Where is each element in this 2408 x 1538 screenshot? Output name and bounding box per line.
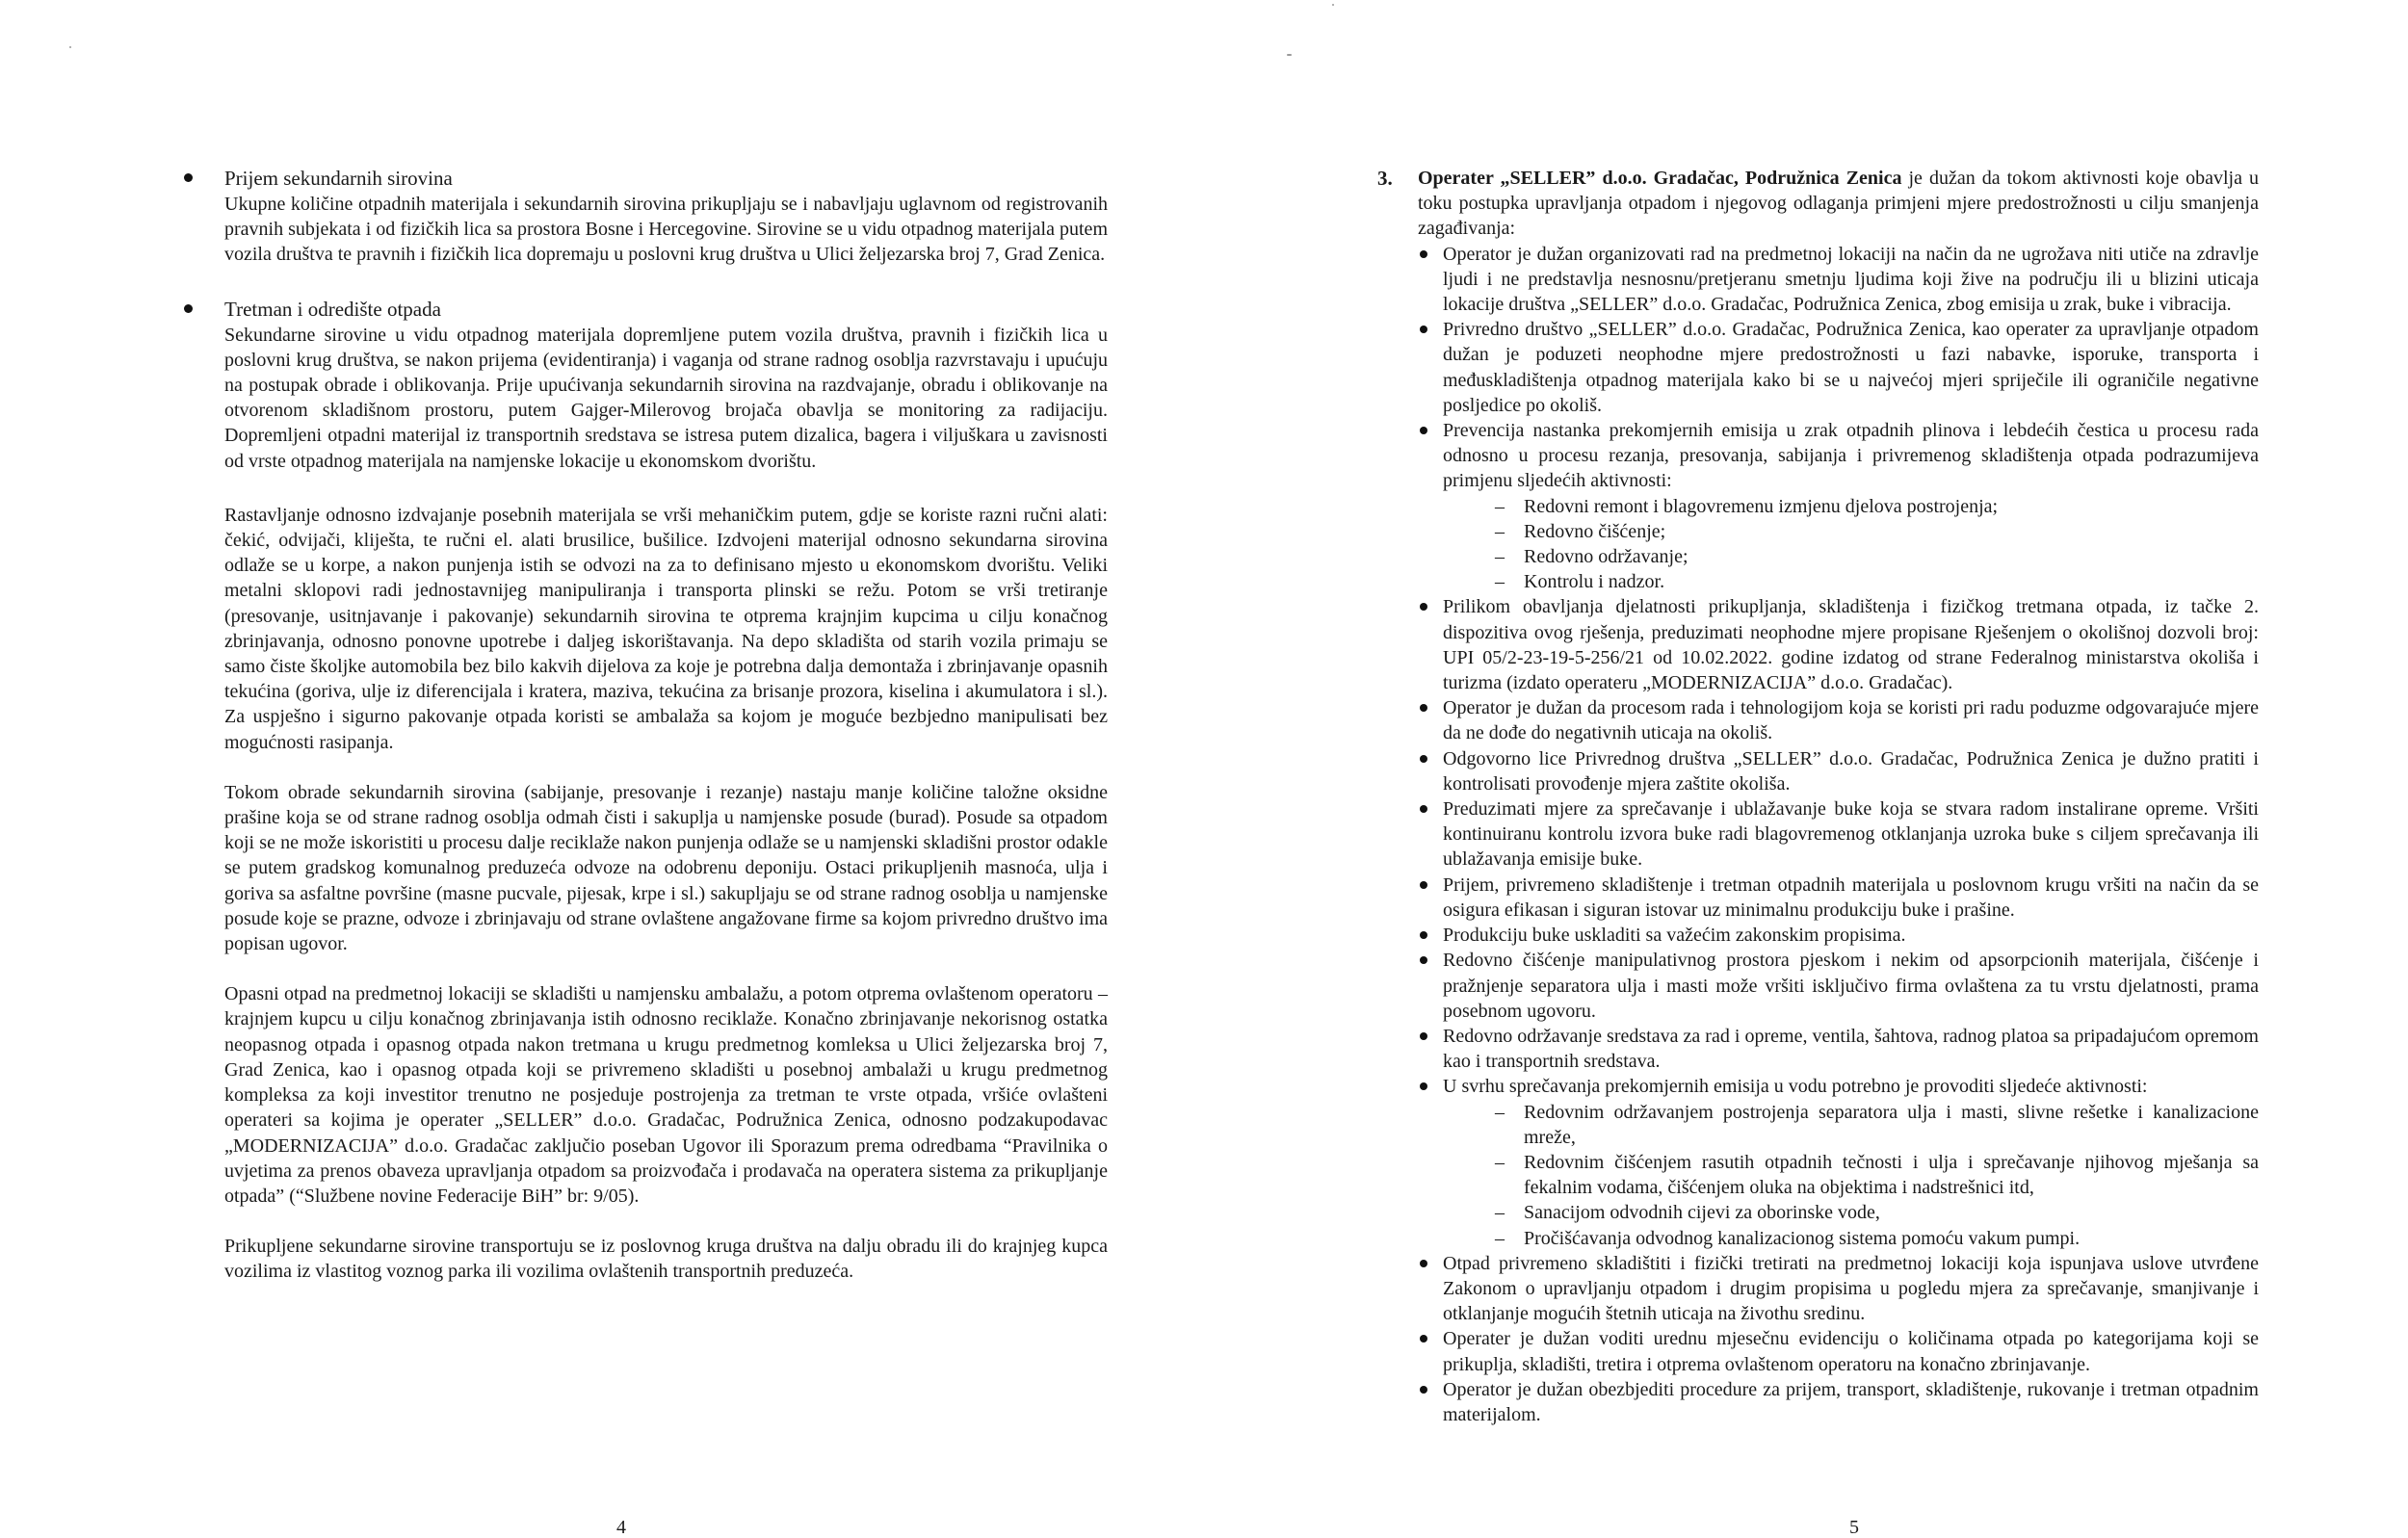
bullet-dot-icon [184,304,193,313]
sub-list-item-text: Kontrolu i nadzor. [1524,571,1665,593]
sub-list-item [1495,1150,2259,1200]
bullet-dot-icon [1420,326,1427,333]
dash-icon: – [1495,571,1505,593]
right-page-content [1377,166,2259,1427]
list-item [1418,948,2259,1024]
list-item [1418,1251,2259,1327]
dash-icon: – [1495,1101,1505,1123]
section-prijem [183,166,1108,268]
bullet-dot-icon [1420,704,1427,712]
sub-list-item-text: Redovni remont i blagovremenu izmjenu djelova postrojenja; [1524,495,1999,517]
sub-list-item-text: Redovno čišćenje; [1524,520,1666,542]
list-item [1418,594,2259,695]
sub-list-item-text: Pročišćavanja odvodnog kanalizacionog sistema pomoću vakum pumpi. [1524,1227,2081,1249]
heading-text [1418,166,2259,242]
list-item-text: U svrhu sprečavanja prekomjernih emisija u vodu potrebno je provoditi sljedeće aktivnosti: [1443,1076,2148,1098]
bullet-dot-icon [1420,1032,1427,1040]
dash-icon: – [1495,520,1505,542]
sub-list-item-text: Sanacijom odvodnih cijevi za oborinske vode, [1524,1202,1880,1224]
list-item [1418,317,2259,418]
list-item-text: Prilikom obavljanja djelatnosti prikupljanja, skladištenja i fizičkog tretmana otpada, iz tačke 2. dispozitiva ovog rješenja, preduzimati neophodne mjere propisane Rješenjem o okolišnoj dozvoli broj: UPI 05/2-23-19-5-256/21 od 10.02.2022. godine izdatog od strane Federalnog ministarstva okoliša i turizma (izdato operateru „MODERNIZACIJA” d.o.o. Gradačac). [1443,596,2259,694]
section-title: Tretman i odredište otpada [224,297,441,321]
sub-list-item [1495,544,2259,569]
scan-speck [69,46,71,48]
bullet-dot-icon [1420,1386,1427,1394]
sub-list-item [1495,1100,2259,1150]
bullet-dot-icon [1420,931,1427,939]
left-page-content [183,166,1108,1310]
list-item-text: Odgovorno lice Privrednog društva „SELLER” d.o.o. Gradačac, Podružnica Zenica je dužno pratiti i kontrolisati provođenje mjera zaštite okoliša. [1443,747,2259,795]
sub-list-item-text: Redovno održavanje; [1524,546,1688,568]
scan-speck [1287,54,1292,56]
list-item [1418,1024,2259,1074]
paragraph-opasni-otpad: Opasni otpad na predmetnoj lokaciji se skladišti u namjensku ambalažu, a potom otprema ovlaštenom operatoru – krajnjem kupcu u cilju konačnog zbrinjavanja istih odnosno reciklaže. Konačno zbrinjavanje nekorisnog ostatka neopasnog otpada i opasnog otpada nakon tretmana u krugu predmetnog komleksa u Ulici željezarska broj 7, Grad Zenica, kao i opasnog otpada koji se privremeno skladišti u posebnoj ambalaži u krugu predmetnog kompleksa za koji investitor trenutno ne posjeduje postrojenja za tretman te vrste otpada, vršiće ovlašteni operateri sa kojima je operater „SELLER” d.o.o. Gradačac, Podružnica Zenica, odnosno podzakupodavac „MODERNIZACIJA” d.o.o. Gradačac zaključio poseban Ugovor ili Sporazum prema odredbama “Pravilnika o uvjetima za prenos obaveza upravljanja otpadom sa proizvođača i prodavača na operatera sistema za prikupljanje otpada” (“Službene novine Federacije BiH” br: 9/05). [224,983,1108,1207]
bullet-dot-icon [1420,427,1427,434]
bullet-dot-icon [1420,1335,1427,1342]
heading-bold: Operater „SELLER” d.o.o. Gradačac, Podružnica Zenica [1418,168,1902,189]
list-item-text: Operator je dužan da procesom rada i tehnologijom koja se koristi pri radu poduzme odgovarajuće mjere da ne dođe do negativnih uticaja na okoliš. [1443,697,2259,744]
right-page [1204,0,2408,1538]
list-item [1418,1074,2259,1250]
list-item-text: Operator je dužan organizovati rad na predmetnoj lokaciji na način da ne ugrožava niti utiče na zdravlje ljudi i ne predstavlja nesnosnu/pretjeranu smetnju ljudima koji žive na području ili u blizini uticaja lokacije društva „SELLER” d.o.o. Gradačac, Podružnica Zenica, zbog emisija u zrak, buke i vibracija. [1443,243,2259,316]
sub-list-item-text: Redovnim održavanjem postrojenja separatora ulja i masti, slivne rešetke i kanalizacione mreže, [1524,1101,2259,1148]
paragraph-rastavljanje: Rastavljanje odnosno izdvajanje posebnih materijala se vrši mehaničkim putem, gdje se koriste razni ručni alati: čekić, odvijači, kliješta, te ručni el. alati brusilice, bušilice. Izdvojeni materijal odnosno sekundarna sirovina odlaže se u korpe, a nakon punjenja istih se odvozi na za to definisano mjesto u ekonomskom dvorištu. Veliki metalni sklopovi radi jednostavnijeg manipuliranja i transporta plinski se režu. Potom se vrši tretiranje (presovanje, usitnjavanje i pakovanje) sekundarnih sirovina te otprema krajnjim kupcima u cilju konačnog zbrinjavanja, odnosno ponovne upotrebe i daljeg iskorištavanja. Na depo skladišta od starih vozila primaju se samo čiste školjke automobila bez bilo kakvih dijelova za koje je potrebna dalja demontaža i zbrinjavanje opasnih tekućina (goriva, ulje iz diferencijala i kratera, maziva, tekućina za brisanje prozora, kiselina i akumulatora i sl.). Za uspješno i sigurno pakovanje otpada koristi se ambalaža sa kojom je moguće bezbjedno manipulisati bez mogućnosti rasipanja. [224,504,1108,753]
section-title: Prijem sekundarnih sirovina [224,167,453,190]
bullet-dot-icon [1420,881,1427,889]
list-item [1418,1326,2259,1376]
sub-list-item [1495,569,2259,594]
list-item [1418,873,2259,923]
list-item [1418,242,2259,318]
dash-icon: – [1495,495,1505,517]
bullet-dot-icon [1420,250,1427,258]
list-item-text: Operater je dužan voditi urednu mjesečnu evidenciju o količinama otpada po kategorijama koji se prikuplja, skladišti, tretira i otprema ovlaštenom operatoru na konačno zbrinjavanje. [1443,1328,2259,1375]
sub-list [1443,494,2259,595]
list-item [1418,1377,2259,1427]
bullet-dot-icon [1420,755,1427,763]
page-number: 4 [616,1517,626,1538]
section-text: Ukupne količine otpadnih materijala i sekundarnih sirovina prikupljaju se i nabavljaju uglavnom od registrovanih pravnih subjekata i od fizičkih lica sa prostora Bosne i Hercegovine. Sirovine se u vidu otpadnog materijala putem vozila društva te pravnih i fizičkih lica dopremaju u poslovni krug društva u Ulici željezarska broj 7, Grad Zenica. [224,194,1108,266]
sub-list-item-text: Redovnim čišćenjem rasutih otpadnih tečnosti i ulja i sprečavanje njihovog mješanja sa fekalnim vodama, čišćenjem oluka na objektima i nadstrešnici itd, [1524,1151,2259,1199]
sub-list-item [1495,494,2259,519]
list-item-text: Redovno održavanje sredstava za rad i opreme, ventila, šahtova, radnog platoa sa pripadajućom opremom kao i transportnih sredstava. [1443,1025,2259,1073]
list-item [1418,923,2259,948]
bullet-dot-icon [184,173,193,182]
list-item-text: Privredno društvo „SELLER” d.o.o. Gradačac, Podružnica Zenica, kao operater za upravljanje otpadom dužan je poduzeti neophodne mjere predostrožnosti u fazi nabavke, isporuke, transporta i međuskladištenja otpadnog materijala kako bi se u najvećoj mjeri spriječile ili ograničile negativne posljedice po okoliš. [1443,319,2259,416]
section-heading [1377,166,2259,242]
paragraph-prikupljene: Prikupljene sekundarne sirovine transportuju se iz poslovnog kruga društva na dalju obradu ili do krajnjeg kupca vozilima iz vlastitog voznog parka ili vozilima ovlaštenih transportnih preduzeća. [224,1236,1108,1283]
section-tretman [183,297,1108,474]
dash-icon: – [1495,1202,1505,1224]
sub-list [1443,1100,2259,1251]
section-number: 3. [1377,167,1393,190]
list-item-text: Operator je dužan obezbjediti procedure za prijem, transport, skladištenje, rukovanje i tretman otpadnim materijalom. [1443,1378,2259,1425]
list-item [1418,418,2259,594]
measures-list [1377,242,2259,1428]
list-item [1418,796,2259,873]
paragraph-tokom-obrade: Tokom obrade sekundarnih sirovina (sabijanje, presovanje i rezanje) nastaju manje količine taložne oksidne prašine koja se od strane radnog osoblja odmah čisti i sakuplja u namjenske posude (burad). Posude sa otpadom koji se ne može iskoristiti u procesu dalje reciklaže nakon punjenja odlaže se u namjenski skladišni prostor odakle se putem gradskog komunalnog preduzeća odvoze na odobrenu deponiju. Ostaci prikupljenih masnoća, ulja i goriva sa asfaltne površine (masne pucvale, pijesak, krpe i sl.) sakupljaju se od strane radnog osoblja u namjenske posude koje se prazne, odvoze i zbrinjavaju od strane ovlaštene angažovane firme sa kojom privredno društvo ima popisan ugovor. [224,781,1108,955]
list-item-text: Produkciju buke uskladiti sa važećim zakonskim propisima. [1443,925,1906,947]
bullet-dot-icon [1420,1260,1427,1267]
bullet-dot-icon [1420,956,1427,964]
list-item-text: Prijem, privremeno skladištenje i tretman otpadnih materijala u poslovnom krugu vršiti na način da se osigura efikasan i siguran istovar uz minimalnu produkciju buke i prašine. [1443,873,2259,921]
sub-list-item [1495,1226,2259,1251]
list-item-text: Redovno čišćenje manipulativnog prostora pjeskom i nekim od apsorpcionih materijala, čišćenje i pražnjenje separatora ulja i masti može vršiti isključivo firma ovlaštena za tu vrstu djelatnosti, prama posebnom ugovoru. [1443,950,2259,1022]
bullet-dot-icon [1420,1082,1427,1090]
sub-list-item [1495,519,2259,544]
heading-rest: je dužan da tokom aktivnosti koje obavlja u toku postupka upravljanja otpadom i njegovog odlaganja primjeni mjere predostrožnosti u cilju smanjenja zagađivanja: [1418,168,2259,240]
list-item-text: Otpad privremeno skladištiti i fizički tretirati na predmetnoj lokaciji koja ispunjava uslove utvrđene Zakonom o upravljanju otpadom i drugim propisima u pogledu mjera za sprečavanje, smanjivanje i otklanjanje mogućih štetnih uticaja na živothu sredinu. [1443,1252,2259,1325]
list-item [1418,746,2259,796]
list-item-text: Prevencija nastanka prekomjernih emisija u zrak otpadnih plinova i lebdećih čestica u procesu rada odnosno u procesu rezanja, presovanja, sabijanja i privremenog skladištenja otpada podrazumijeva primjenu sljedećih aktivnosti: [1443,420,2259,492]
dash-icon: – [1495,1227,1505,1249]
list-item-text: Preduzimati mjere za sprečavanje i ublažavanje buke koja se stvara radom instalirane opreme. Vršiti kontinuiranu kontrolu izvora buke radi blagovremenog otklanjanja uzroka buke s ciljem sprečavanja ili ublažavanja emisije buke. [1443,798,2259,871]
page-number: 5 [1849,1517,1859,1538]
scan-speck [1332,4,1334,6]
bullet-dot-icon [1420,805,1427,813]
dash-icon: – [1495,1151,1505,1173]
bullet-dot-icon [1420,603,1427,611]
list-item [1418,695,2259,745]
section-text: Sekundarne sirovine u vidu otpadnog materijala dopremljene putem vozila društva, pravnih i fizičkih lica u poslovni krug društva, se nakon prijema (evidentiranja) i vaganja od strane radnog osoblja razvrstavaju i upućuju na postupak obrade i oblikovanja. Prije upućivanja sekundarnih sirovina na razdvajanje, obradu i oblikovanje na otvorenom skladišnom prostoru, putem Gajger-Milerovog brojača obavlja se monitoring za radijaciju. Dopremljeni otpadni materijal iz transportnih sredstava se istresa putem dizalica, bagera i viljuškara u zavisnosti od vrste otpadnog materijala na namjenske lokacije u ekonomskom dvorištu. [224,324,1108,472]
dash-icon: – [1495,546,1505,568]
sub-list-item [1495,1200,2259,1225]
